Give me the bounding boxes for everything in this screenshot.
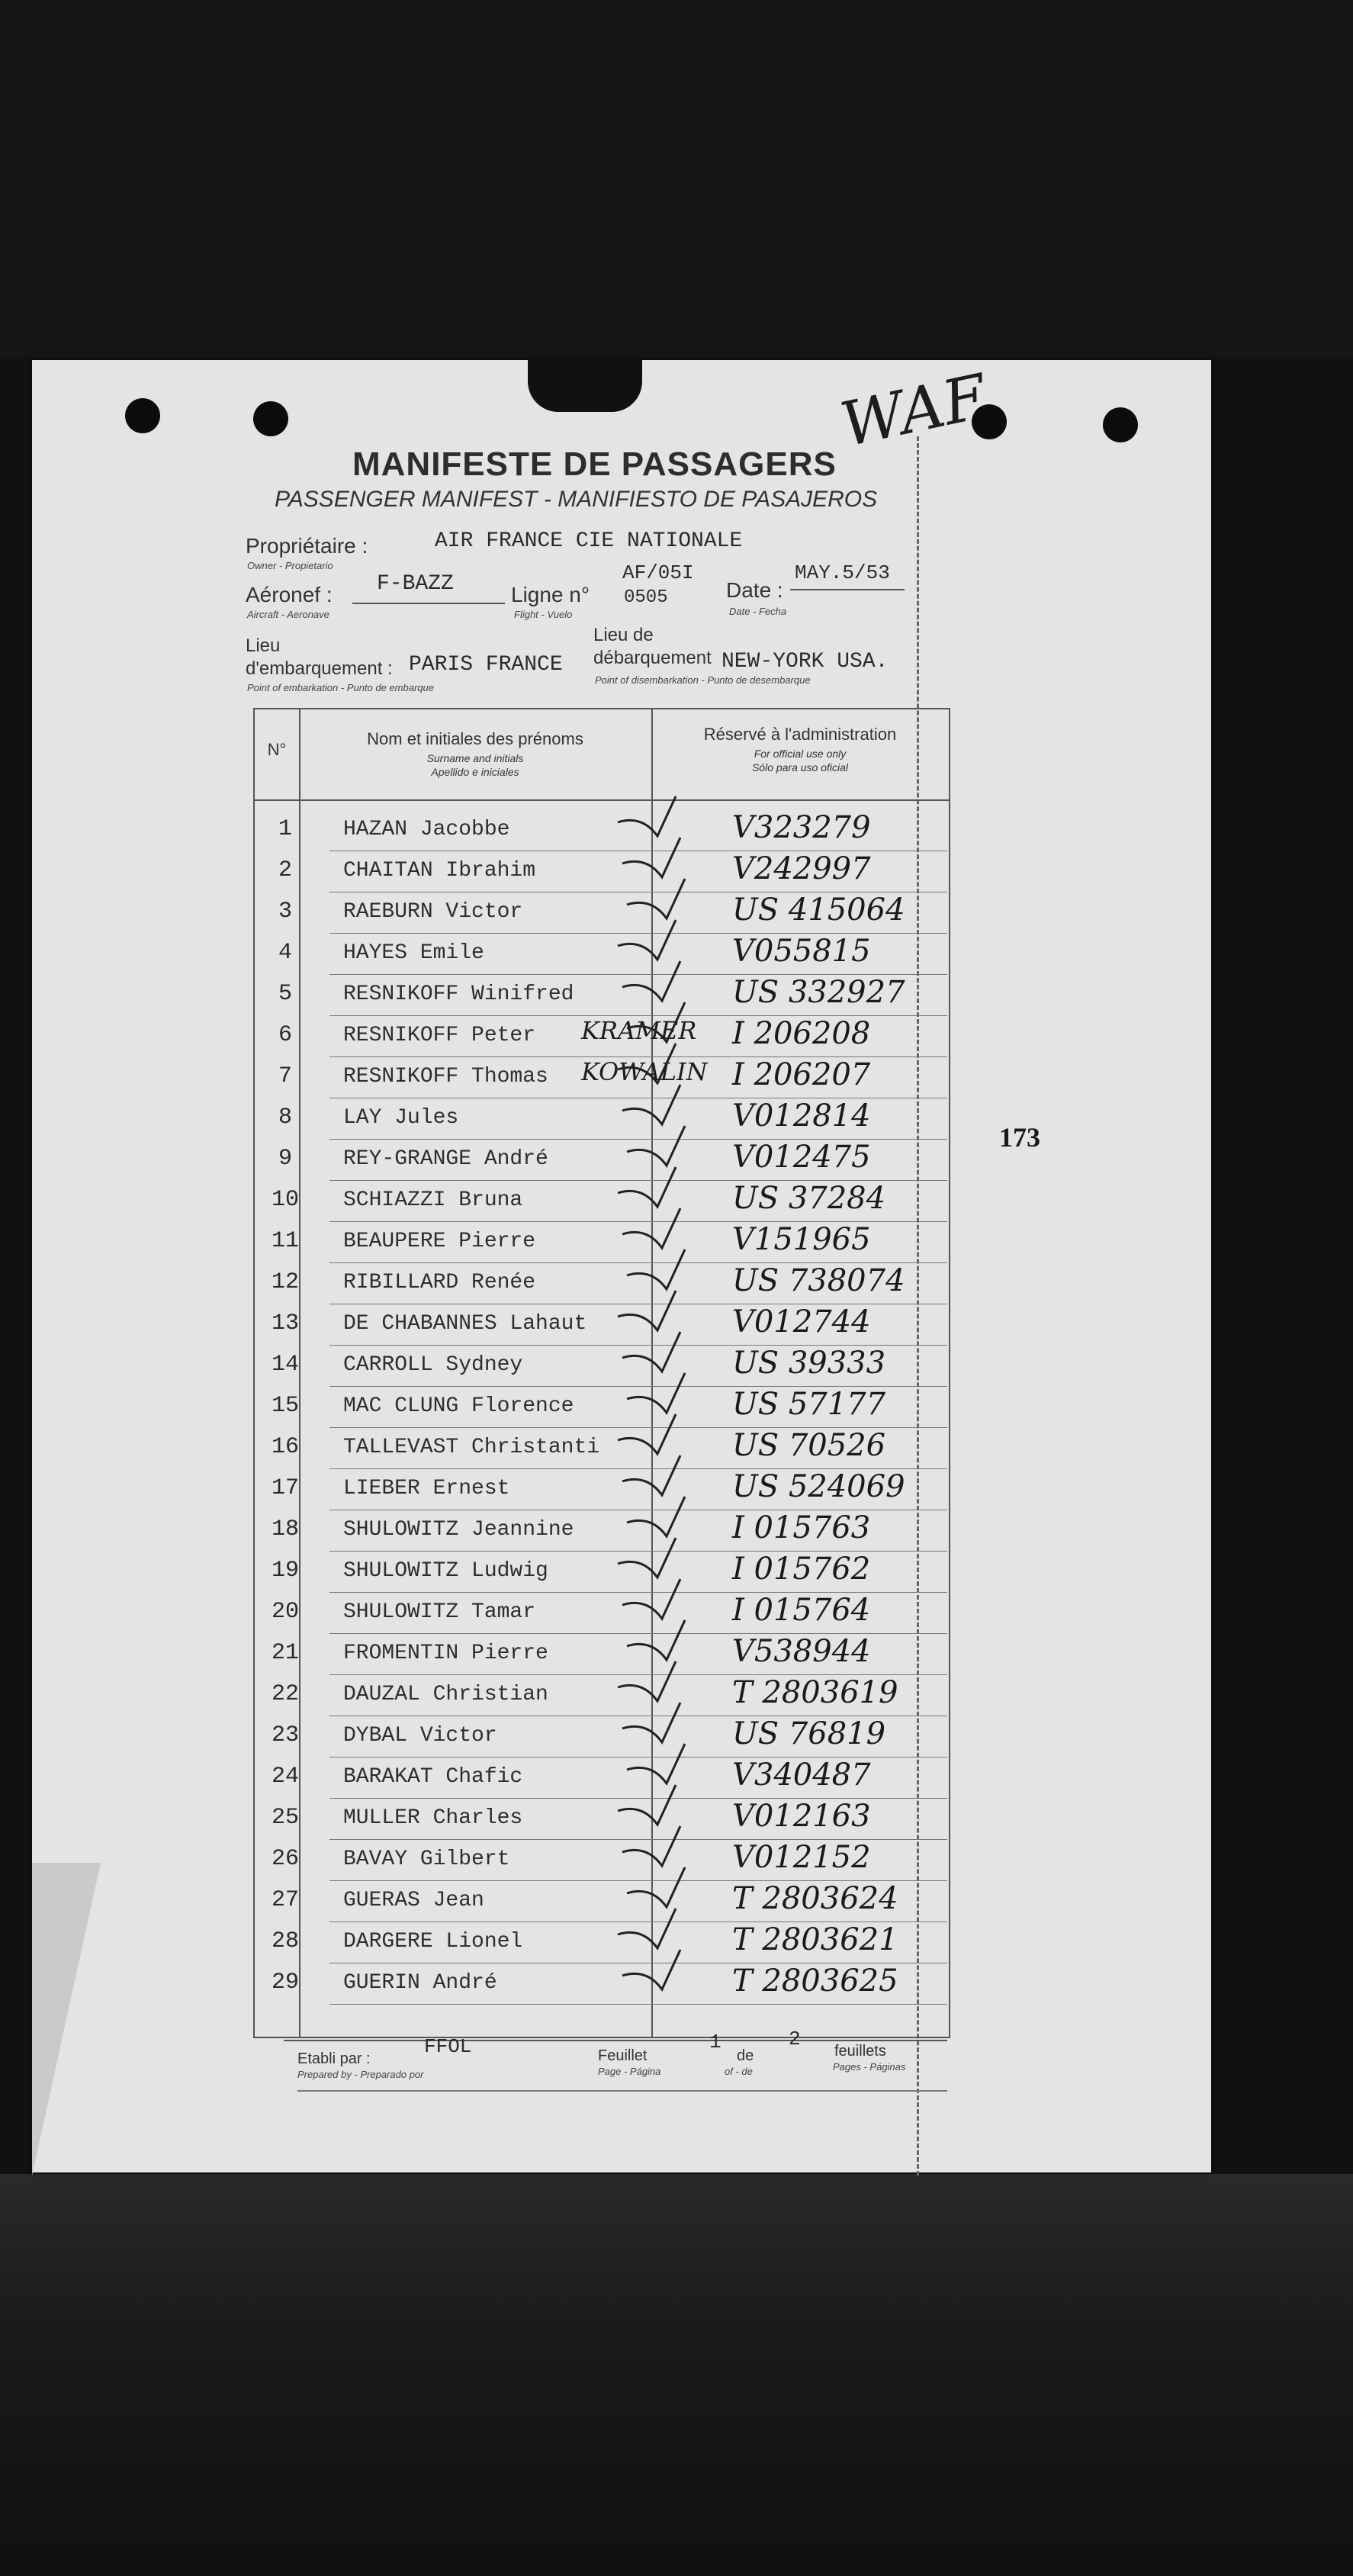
flight-label: Ligne n° [511,583,590,606]
passenger-name: BAVAY Gilbert [343,1848,510,1871]
passenger-name: CHAITAN Ibrahim [343,859,536,883]
row-rule [329,2004,947,2005]
prepared-value: FFOL [424,2035,472,2058]
row-number: 5 [278,981,292,1007]
table-row [253,1593,985,1634]
col-header-no: N° [267,740,287,759]
passenger-name: RESNIKOFF Winifred [343,982,574,1006]
passenger-name: RESNIKOFF Thomas [343,1065,548,1089]
row-number: 24 [271,1764,299,1790]
document-number: T 2803624 [732,1881,898,1916]
row-number: 9 [278,1146,292,1172]
pages-label: feuillets [834,2043,886,2060]
aircraft-value: F-BAZZ [377,572,454,596]
of-value: 2 [789,2028,801,2050]
passenger-name: DAUZAL Christian [343,1683,548,1706]
col-header-admin-sub2: Sólo para uso oficial [751,761,849,773]
table-header-rule [255,799,949,801]
document-number: V012163 [732,1799,871,1834]
document-number: I 206208 [732,1016,871,1051]
row-number: 16 [271,1434,299,1460]
row-number: 29 [271,1970,299,1996]
document-number: V323279 [732,810,871,845]
table-row [253,1716,985,1758]
document-number: US 524069 [732,1469,905,1504]
col-header-name-sub1: Surname and initials [426,752,524,764]
table-row [253,1222,985,1263]
page-title: MANIFESTE DE PASSAGERS [352,445,837,483]
document-number: V340487 [732,1758,871,1793]
row-number: 2 [278,857,292,883]
table-row [253,1346,985,1387]
row-number: 3 [278,899,292,925]
flight-value: AF/05I [622,561,694,584]
aircraft-sublabel: Aircraft - Aeronave [247,609,329,620]
of-label: de [737,2047,754,2064]
col-header-name: Nom et initiales des prénoms [367,729,583,748]
table-row [253,851,985,892]
date-underline [790,589,905,590]
prepared-label: Etabli par : [297,2050,371,2067]
embark-value: PARIS FRANCE [409,653,563,677]
col-header-admin: Réservé à l'administration [703,725,897,744]
row-number: 28 [271,1928,299,1954]
page-subtitle: PASSENGER MANIFEST - MANIFIESTO DE PASAJEROS [275,487,878,512]
passenger-name: SHULOWITZ Ludwig [343,1559,548,1583]
passenger-name: TALLEVAST Christanti [343,1436,600,1459]
row-number: 27 [271,1887,299,1913]
row-number: 26 [271,1846,299,1872]
owner-value: AIR FRANCE CIE NATIONALE [435,529,743,553]
document-number: T 2803619 [732,1675,898,1710]
row-number: 8 [278,1105,292,1130]
row-number: 15 [271,1393,299,1419]
passenger-name: HAYES Emile [343,941,484,965]
passenger-name: DE CHABANNES Lahaut [343,1312,587,1336]
manifest-sheet [32,360,1211,2172]
row-number: 21 [271,1640,299,1666]
document-number: V012152 [732,1840,871,1875]
row-number: 4 [278,940,292,966]
aircraft-underline [352,603,505,604]
row-number: 19 [271,1558,299,1584]
row-number: 10 [271,1187,299,1213]
passenger-name: BEAUPERE Pierre [343,1230,536,1253]
document-number: US 415064 [732,892,905,928]
passenger-name: SHULOWITZ Jeannine [343,1518,574,1542]
disembark-value: NEW-YORK USA. [721,650,889,674]
passenger-name: SHULOWITZ Tamar [343,1600,536,1624]
date-value: MAY.5/53 [795,561,890,584]
table-row [253,1469,985,1510]
document-number: V538944 [732,1634,871,1669]
owner-sublabel: Owner - Propietario [247,560,333,571]
table-row [253,1098,985,1140]
row-number: 14 [271,1352,299,1378]
document-number: T 2803625 [732,1963,898,1999]
passenger-name: RAEBURN Victor [343,900,523,924]
folded-corner [32,1863,101,2176]
row-number: 25 [271,1805,299,1831]
row-number: 17 [271,1475,299,1501]
document-number: I 015762 [732,1552,871,1587]
punch-hole [253,401,288,436]
col-header-admin-sub1: For official use only [754,748,847,760]
document-number: V012744 [732,1304,871,1339]
document-number: US 57177 [732,1387,886,1422]
col-header-name-sub2: Apellido e iniciales [431,766,519,778]
sheet-label: Feuillet [598,2047,648,2064]
row-number: 13 [271,1311,299,1336]
scan-background-top [0,0,1353,359]
passenger-name: BARAKAT Chafic [343,1765,523,1789]
passenger-name: RIBILLARD Renée [343,1271,536,1294]
scan-background-bottom [0,2174,1353,2576]
passenger-name: GUERAS Jean [343,1889,484,1912]
pages-sublabel: Pages - Páginas [833,2061,906,2073]
stamp-number: 173 [999,1122,1040,1153]
passenger-name: CARROLL Sydney [343,1353,523,1377]
passenger-name: HAZAN Jacobbe [343,818,510,841]
date-label: Date : [726,578,783,602]
handwritten-name-correction: KOWALIN [581,1057,708,1086]
embark-label: Lieu d'embarquement : [246,635,393,679]
row-number: 20 [271,1599,299,1625]
footer-bottom-rule [297,2090,947,2092]
document-number: V242997 [732,851,871,886]
row-number: 7 [278,1063,292,1089]
row-number: 12 [271,1269,299,1295]
row-number: 22 [271,1681,299,1707]
document-number: I 015764 [732,1593,871,1628]
table-row [253,1963,985,2005]
punch-hole [1103,407,1138,442]
of-sublabel: of - de [725,2066,753,2077]
flight-sublabel: Flight - Vuelo [514,609,573,620]
document-number: V151965 [732,1222,871,1257]
document-number: US 70526 [732,1428,886,1463]
row-number: 6 [278,1022,292,1048]
disembark-label: Lieu de débarquement [593,625,712,668]
prepared-sublabel: Prepared by - Preparado por [297,2069,424,2080]
row-number: 18 [271,1516,299,1542]
row-number: 1 [278,816,292,842]
sheet-sublabel: Page - Página [598,2066,661,2077]
document-number: US 76819 [732,1716,886,1751]
table-row [253,1840,985,1881]
handwritten-name-correction: KRAMER [581,1016,697,1045]
passenger-name: LAY Jules [343,1106,459,1130]
aircraft-label: Aéronef : [246,583,333,606]
document-number: V012475 [732,1140,871,1175]
embark-sublabel: Point of embarkation - Punto de embarque [247,682,434,693]
document-number: V012814 [732,1098,871,1134]
passenger-name: RESNIKOFF Peter [343,1024,536,1047]
document-number: I 015763 [732,1510,871,1545]
passenger-name: SCHIAZZI Bruna [343,1188,523,1212]
check-mark-icon [616,1945,685,1999]
passenger-name: DARGERE Lionel [343,1930,523,1954]
document-number: US 332927 [732,975,905,1010]
sheet-value: 1 [709,2031,721,2053]
handwritten-initials: WAF [834,361,993,461]
passenger-name: GUERIN André [343,1971,497,1995]
document-number: US 738074 [732,1263,905,1298]
passenger-name: DYBAL Victor [343,1724,497,1748]
footer-rule [284,2040,947,2041]
passenger-name: FROMENTIN Pierre [343,1642,548,1665]
flight-value-alt: 0505 [624,587,668,608]
document-number: US 37284 [732,1181,886,1216]
date-sublabel: Date - Fecha [729,606,787,617]
disembark-sublabel: Point of disembarkation - Punto de desembarque [595,674,811,686]
passenger-name: MULLER Charles [343,1806,523,1830]
document-number: T 2803621 [732,1922,898,1957]
document-number: US 39333 [732,1346,886,1381]
passenger-name: MAC CLUNG Florence [343,1394,574,1418]
owner-label: Propriétaire : [246,534,368,558]
table-row [253,975,985,1016]
document-number: I 206207 [732,1057,871,1092]
punch-hole [125,398,160,433]
paper-notch [528,359,642,412]
row-number: 23 [271,1722,299,1748]
passenger-name: REY-GRANGE André [343,1147,548,1171]
passenger-name: LIEBER Ernest [343,1477,510,1500]
row-number: 11 [271,1228,299,1254]
document-number: V055815 [732,934,871,969]
